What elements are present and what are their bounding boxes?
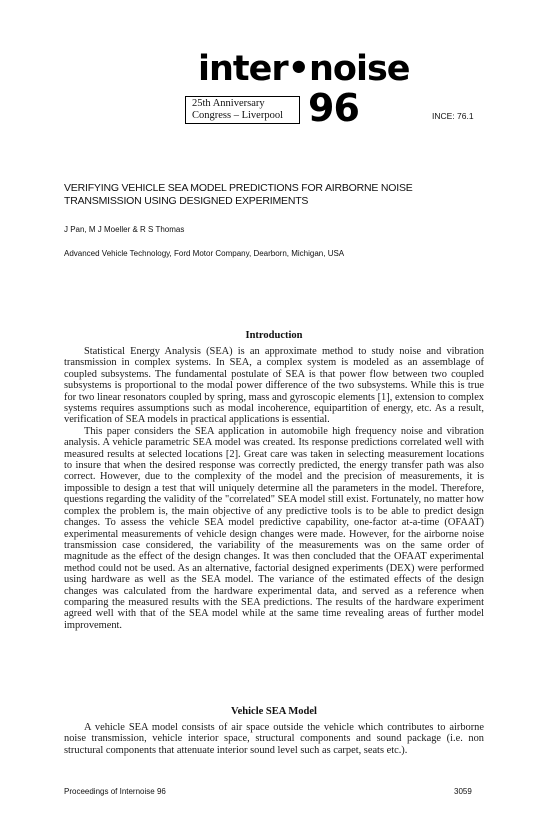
paper-authors: J Pan, M J Moeller & R S Thomas [64,225,185,234]
paper-affiliation: Advanced Vehicle Technology, Ford Motor Company, Dearborn, Michigan, USA [64,249,345,258]
anniversary-line-1: 25th Anniversary [192,98,265,109]
paper-title: VERIFYING VEHICLE SEA MODEL PREDICTIONS FOR AIRBORNE NOISE TRANSMISSION USING DESIGNED EXPERIMENTS [64,182,413,207]
section-heading-vehicle-sea-model: Vehicle SEA Model [231,706,317,717]
vehicle-model-body [64,722,484,756]
paragraph: A vehicle SEA model consists of air space outside the vehicle which contributes to airborne noise transmission, vehicle interior space, structural components and sound package (i.e. non structural components that attenuate interior sound level such as carpet, seats etc.). [64,722,484,756]
paragraph: Statistical Energy Analysis (SEA) is an approximate method to study noise and vibration transmission in complex systems. In SEA, a complex system is modeled as an assemblage of coupled subsystems. The fundamental postulate of SEA is that power flow between two coupled subsystems is proportional to the modal power difference of the two subsystems. While this is true for two linear resonators coupled by spring, mass and gyroscopic elements [1], extension to complex systems requires assumptions such as modal incoherence, equipartition of energy, etc. As a result, verification of SEA models in practical applications is essential. [64,346,484,426]
page-number: 3059 [454,787,472,796]
introduction-body [64,346,484,631]
anniversary-line-2: Congress – Liverpool [192,110,283,121]
conference-logo-wordmark: inter•noise [198,49,410,89]
proceedings-footer: Proceedings of Internoise 96 [64,787,166,796]
section-heading-introduction: Introduction [245,330,303,341]
anniversary-box [185,96,300,124]
paragraph: This paper considers the SEA application in automobile high frequency noise and vibration analysis. A vehicle parametric SEA model was created. Its response predictions correlated well with measured results at selected locations [2]. Great care was taken in selecting measurement locations to insure that when the desired response was correctly predicted, the energy transfer path was also correct. However, due to the complexity of the model and the precision of measurements, it is impossible to design a test that will uniquely determine all the parameters in the model. Therefore, questions regarding the validity of the "correlated" SEA model still exist. Fortunately, no matter how complex the problem is, the main objective of any predictive tools is to be able to predict design changes. To assess the vehicle SEA model predictive capability, one-factor at-a-time (OFAAT) experimental measurements of vehicle design changes were made. However, for the airborne noise transmission case considered, the variability of the measurements was on the same order of magnitude as the effect of the design changes. It was then concluded that the OFAAT experimental method could not be used. As an alternative, factorial designed experiments (DEX) were performed using hardware as well as the SEA model. The variance of the estimated effects of the design changes was calculated from the hardware experimental data, and served as a reference when comparing the measured results with the SEA predictions. The results of the hardware experiment agreed well with that of the SEA model while at the same time revealing areas of further model improvement. [64,425,484,631]
conference-logo-year: 96 [308,86,359,130]
ince-code: INCE: 76.1 [432,111,474,121]
